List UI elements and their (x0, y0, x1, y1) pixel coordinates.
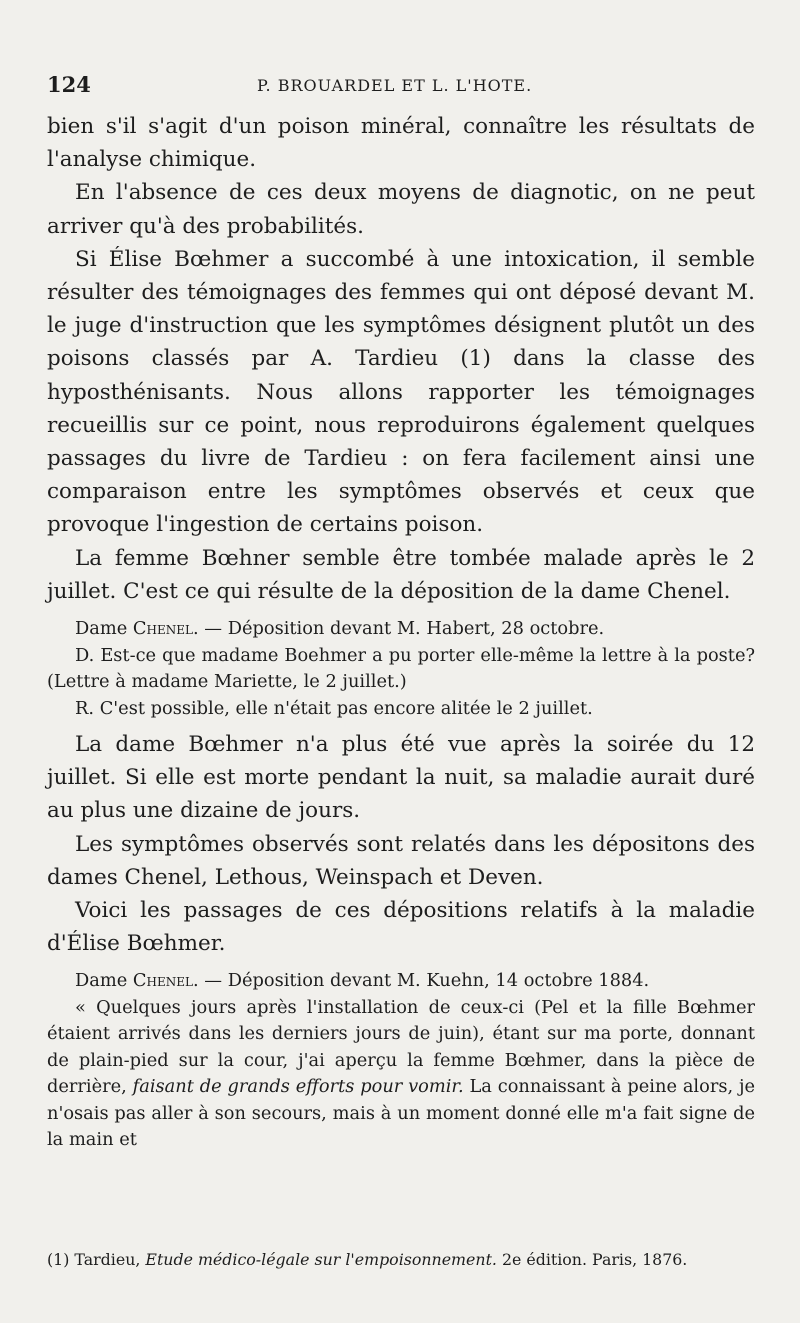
deposition-heading (47, 968, 755, 995)
running-title: P. BROUARDEL ET L. L'HOTE. (257, 76, 533, 95)
page-number: 124 (47, 72, 91, 97)
witness-prefix: Dame (75, 618, 133, 640)
footnote (47, 1248, 755, 1273)
deposition-question: D. Est-ce que madame Boehmer a pu porter elle-même la lettre à la poste? (Lettre à madame Mariette, le 2 juillet.) (47, 644, 755, 693)
paragraph-7: Voici les passages de ces dépositions relatifs à la maladie d'Élise Bœhmer. (47, 898, 755, 957)
paragraph-4: La femme Bœhner semble être tombée malade après le 2 juillet. C'est ce qui résulte de la déposition de la dame Chenel. (47, 545, 755, 604)
paragraph-6: Les symptômes observés sont relatés dans les dépositons des dames Chenel, Lethous, Weinspach et Deven. (47, 831, 755, 890)
deposition-heading (47, 616, 755, 643)
witness-name: Chenel. (132, 618, 199, 640)
witness-prefix: Dame (75, 970, 133, 992)
paragraph-2: En l'absence de ces deux moyens de diagnotic, on ne peut arriver qu'à des probabilités. (47, 180, 755, 239)
quote-text: « Quelques jours après l'installation de ceux-ci (Pel et la fille Bœhmer étaient arrivés dans les derniers jours de juin), étant sur ma porte, donnant de plain-pied sur la cour, j'ai aperçu la femme Bœhmer, dans la pièce de derrière, (47, 996, 755, 1098)
deposition-answer: R. C'est possible, elle n'était pas encore alitée le 2 juillet. (75, 697, 593, 719)
analysis-section (47, 728, 755, 960)
footnote-rest: 2e édition. Paris, 1876. (496, 1250, 688, 1269)
paragraph-3: Si Élise Bœhmer a succombé à une intoxication, il semble résulter des témoignages des femmes qui ont déposé devant M. le juge d'instruction que les symptômes désignent plutôt un des poisons classés par A. Tardieu (1) dans la classe des hyposthénisants. Nous allons rapporter les témoignages recueillis sur ce point, nous reproduirons également quelques passages du livre de Tardieu : on fera facilement ainsi une comparaison entre les symptômes observés et ceux que provoque l'ingestion de certains poison. (47, 246, 755, 538)
footnote-title: Etude médico-légale sur l'empoisonnement. (145, 1250, 497, 1269)
page-body (47, 110, 755, 1154)
deposition-title: — Déposition devant M. Habert, 28 octobre. (198, 618, 605, 640)
deposition-chenel-kuehn (47, 968, 755, 1154)
paragraph-1: bien s'il s'agit d'un poison minéral, connaître les résultats de l'analyse chimique. (47, 114, 755, 173)
deposition-quote (47, 995, 755, 1154)
quote-italic: faisant de grands efforts pour vomir. (132, 1076, 464, 1098)
witness-name: Chenel. (132, 970, 199, 992)
deposition-title: — Déposition devant M. Kuehn, 14 octobre 1884. (198, 970, 650, 992)
quote-text-end: La connaissant à peine alors, je n'osais pas aller à son secours, mais à un moment donné elle m'a fait signe de la main et (47, 1076, 755, 1151)
deposition-chenel-habert (47, 616, 755, 722)
footnote-marker: (1) Tardieu, (47, 1250, 146, 1269)
paragraph-5: La dame Bœhmer n'a plus été vue après la soirée du 12 juillet. Si elle est morte pendant la nuit, sa maladie aurait duré au plus une dizaine de jours. (47, 732, 755, 824)
